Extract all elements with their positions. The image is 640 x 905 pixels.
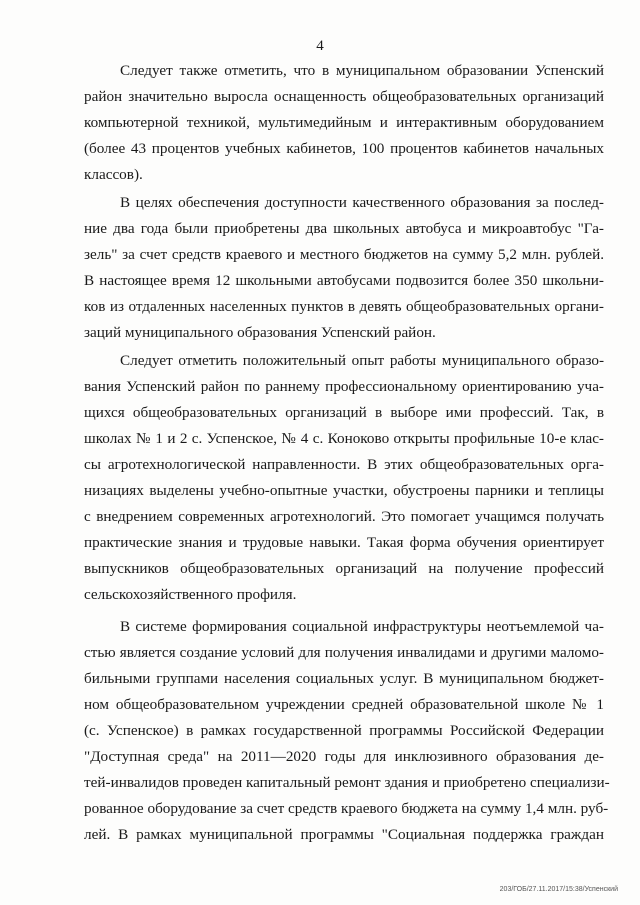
footer-stamp: 203/ГОБ/27.11.2017/15:38/Успенский (499, 886, 618, 893)
text-line: (более 43 процентов учебных кабинетов, 100 процентов кабинетов начальных (84, 140, 604, 157)
text-line: район значительно выросла оснащенность общеобразовательных организаций (84, 88, 604, 105)
text-line: низациях выделены учебно-опытные участки, обустроены парники и теплицы (84, 482, 604, 499)
text-line: ков из отдаленных населенных пунктов в девять общеобразовательных органи- (84, 298, 604, 315)
text-line: лей. В рамках муниципальной программы "Социальная поддержка граждан (84, 826, 604, 843)
text-line: Следует отметить положительный опыт работы муниципального образо- (120, 352, 604, 369)
text-line: "Доступная среда" на 2011—2020 годы для инклюзивного образования де- (84, 748, 604, 765)
text-line: щихся общеобразовательных организаций в выборе ими профессий. Так, в (84, 404, 604, 421)
text-line: В настоящее время 12 школьными автобусами подвозится более 350 школьни- (84, 272, 604, 289)
text-line: ние два года были приобретены два школьных автобуса и микроавтобус "Га- (84, 220, 604, 237)
text-line: зель" за счет средств краевого и местного бюджетов на сумму 5,2 млн. рублей. (84, 246, 604, 263)
text-line: рованное оборудование за счет средств краевого бюджета на сумму 1,4 млн. руб- (84, 800, 609, 817)
text-line: тей-инвалидов проведен капитальный ремонт здания и приобретено специализи- (84, 774, 610, 791)
text-line: (с. Успенское) в рамках государственной программы Российской Федерации (84, 722, 604, 739)
text-line: В целях обеспечения доступности качественного образования за послед- (120, 194, 604, 211)
text-line: сельскохозяйственного профиля. (84, 586, 297, 603)
text-line: В системе формирования социальной инфраструктуры неотъемлемой ча- (120, 618, 604, 635)
text-line: бильными группами населения социальных услуг. В муниципальном бюджет- (84, 670, 604, 687)
text-line: с внедрением современных агротехнологий. Это помогает учащимся получать (84, 508, 604, 525)
text-line: ном общеобразовательном учреждении средней образовательной школе № 1 (84, 696, 604, 713)
page-number: 4 (316, 38, 324, 54)
text-line: компьютерной техникой, мультимедийным и интерактивным оборудованием (84, 114, 604, 131)
text-line: Следует также отметить, что в муниципальном образовании Успенский (120, 62, 604, 79)
text-line: стью является создание условий для получения инвалидами и другими маломо- (84, 644, 604, 661)
text-line: заций муниципального образования Успенский район. (84, 324, 436, 341)
text-line: школах № 1 и 2 с. Успенское, № 4 с. Коноково открыты профильные 10-е клас- (84, 430, 604, 447)
text-line: сы агротехнологической направленности. В этих общеобразовательных орга- (84, 456, 604, 473)
text-line: выпускников общеобразовательных организаций на получение профессий (84, 560, 604, 577)
text-line: вания Успенский район по раннему профессиональному ориентированию уча- (84, 378, 604, 395)
text-line: практические знания и трудовые навыки. Такая форма обучения ориентирует (84, 534, 604, 551)
text-line: классов). (84, 166, 143, 183)
